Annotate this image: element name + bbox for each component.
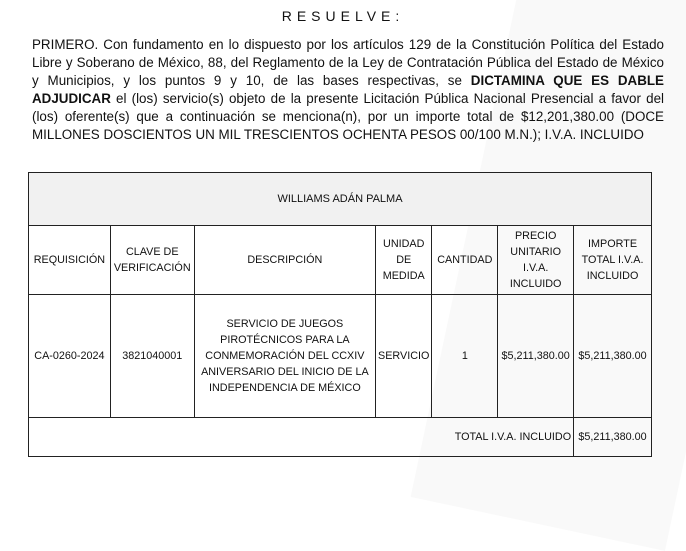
header-clave: CLAVE DE VERIFICACIÓN (110, 226, 194, 295)
cell-unidad: SERVICIO (376, 295, 432, 418)
header-importe: IMPORTE TOTAL I.V.A. INCLUIDO (574, 226, 652, 295)
header-precio: PRECIO UNITARIO I.V.A. INCLUIDO (498, 226, 574, 295)
total-row (29, 418, 652, 457)
table-header-row (29, 226, 652, 295)
cell-clave: 3821040001 (110, 295, 194, 418)
section-heading: RESUELVE: (281, 8, 405, 24)
header-cantidad: CANTIDAD (432, 226, 498, 295)
cell-importe: $5,211,380.00 (574, 295, 652, 418)
vendor-row (29, 173, 652, 226)
paragraph-text-1: PRIMERO. Con fundamento en lo dispuesto por los artículos 129 de la Constitución Política del Estado Libre y Soberano de México, 88, del Reglamento de la Ley de Contratación Pública del Estado de México y Municipios, y los puntos 9 y 10, de las bases respectivas, se (32, 37, 664, 88)
cell-requisicion: CA-0260-2024 (29, 295, 111, 418)
vendor-name: WILLIAMS ADÁN PALMA (29, 173, 652, 226)
paragraph-bold-text: DICTAMINA QUE ES DABLE ADJUDICAR (32, 73, 664, 106)
header-descripcion: DESCRIPCIÓN (194, 226, 375, 295)
cell-precio: $5,211,380.00 (498, 295, 574, 418)
cell-descripcion: SERVICIO DE JUEGOS PIROTÉCNICOS PARA LA CONMEMORACIÓN DEL CCXIV ANIVERSARIO DEL INICIO DE LA INDEPENDENCIA DE MÉXICO (194, 295, 375, 418)
header-unidad: UNIDAD DE MEDIDA (376, 226, 432, 295)
total-value: $5,211,380.00 (574, 418, 652, 457)
header-requisicion: REQUISICIÓN (29, 226, 111, 295)
resolution-paragraph (32, 36, 664, 144)
award-table (28, 172, 652, 457)
total-label: TOTAL I.V.A. INCLUIDO (29, 418, 574, 457)
table-row (29, 295, 652, 418)
paragraph-text-2: el (los) servicio(s) objeto de la presente Licitación Pública Nacional Presencial a favor del (los) oferente(s) que a continuación se menciona(n), por un importe total de $12,201,380.00 (DOCE MILLONES DOSCIENTOS UN MIL TRESCIENTOS OCHENTA PESOS 00/100 M.N.); I.V.A. INCLUIDO (32, 91, 664, 142)
cell-cantidad: 1 (432, 295, 498, 418)
